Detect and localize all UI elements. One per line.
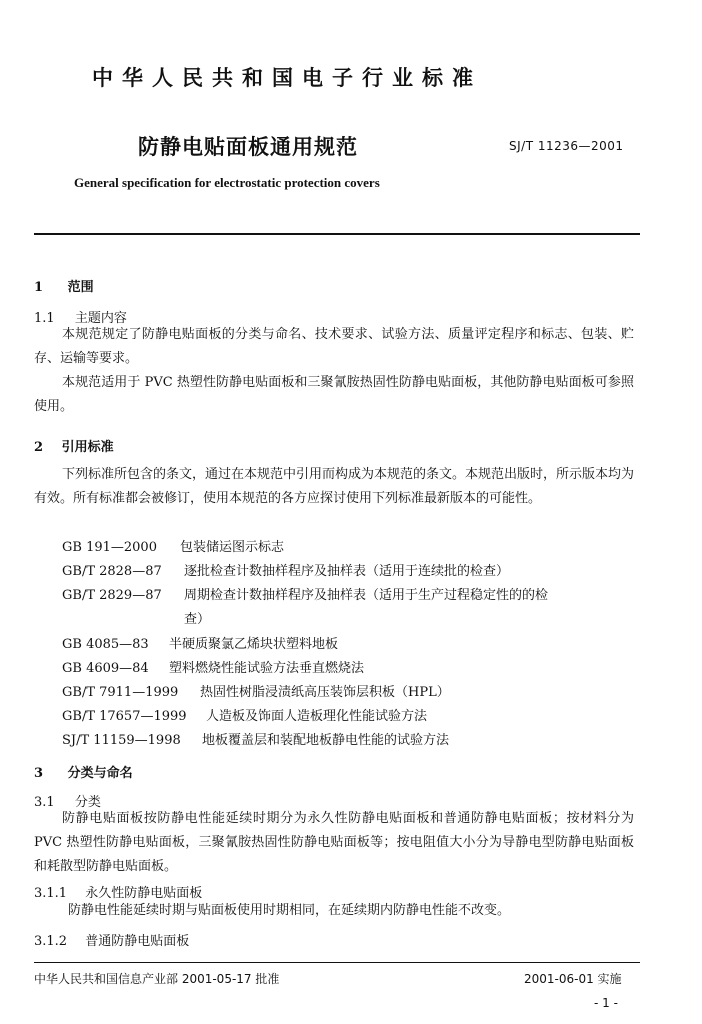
section-number: 2 bbox=[34, 440, 44, 455]
reference-title: 周期检查计数抽样程序及抽样表（适用于生产过程稳定性的的检 bbox=[184, 588, 549, 603]
reference-title: 包装储运图示标志 bbox=[180, 540, 285, 555]
section-title: 分类 bbox=[74, 795, 101, 810]
reference-item bbox=[62, 633, 338, 652]
reference-title: 地板覆盖层和装配地板静电性能的试验方法 bbox=[202, 733, 450, 748]
effective-date: 2001-06-01 实施 bbox=[524, 972, 622, 986]
standard-category-header: 中华人民共和国电子行业标准 bbox=[92, 65, 482, 90]
reference-code: SJ/T 11159—1998 bbox=[62, 733, 181, 748]
reference-code: GB/T 17657—1999 bbox=[62, 709, 187, 724]
reference-title: 逐批检查计数抽样程序及抽样表（适用于连续批的检查） bbox=[184, 564, 510, 579]
section-number: 1 bbox=[34, 280, 44, 295]
reference-code: GB 4085—83 bbox=[62, 637, 149, 652]
section-3-1-2-heading bbox=[34, 930, 189, 949]
reference-title-continuation: 查） bbox=[184, 612, 211, 627]
section-title: 普通防静电贴面板 bbox=[85, 934, 190, 949]
section-number: 3.1 bbox=[34, 795, 55, 810]
paragraph: 防静电性能延续时期与贴面板使用时期相同，在延续期内防静电性能不改变。 bbox=[68, 903, 511, 918]
reference-title: 半硬质聚氯乙烯块状塑料地板 bbox=[169, 637, 339, 652]
page-number: - 1 - bbox=[594, 996, 618, 1010]
standard-number: SJ/T 11236—2001 bbox=[509, 139, 624, 153]
reference-item bbox=[62, 584, 548, 603]
approval-info: 中华人民共和国信息产业部 2001-05-17 批准 bbox=[34, 972, 280, 986]
section-number: 3.1.2 bbox=[34, 934, 68, 949]
reference-item bbox=[62, 657, 364, 676]
reference-item bbox=[62, 729, 449, 748]
reference-item bbox=[62, 705, 427, 724]
section-title: 永久性防静电贴面板 bbox=[85, 886, 203, 901]
reference-title: 热固性树脂浸渍纸高压装饰层积板（HPL） bbox=[200, 685, 450, 700]
reference-code: GB/T 7911—1999 bbox=[62, 685, 179, 700]
english-title: General specification for electrostatic protection covers bbox=[74, 175, 380, 190]
section-title: 主题内容 bbox=[74, 311, 127, 326]
reference-item bbox=[62, 536, 284, 555]
section-1-heading bbox=[34, 276, 94, 295]
footer-rule bbox=[34, 962, 640, 963]
reference-item bbox=[62, 560, 509, 579]
reference-item bbox=[62, 681, 450, 700]
reference-code: GB/T 2828—87 bbox=[62, 564, 162, 579]
header-rule bbox=[34, 233, 640, 235]
paragraph: 本规范规定了防静电贴面板的分类与命名、技术要求、试验方法、质量评定程序和标志、包装、贮存、运输等要求。 bbox=[34, 327, 634, 366]
section-3-heading bbox=[34, 762, 133, 781]
section-title: 引用标准 bbox=[61, 440, 114, 455]
section-title: 范围 bbox=[67, 280, 94, 295]
reference-code: GB/T 2829—87 bbox=[62, 588, 162, 603]
section-2-heading bbox=[34, 436, 114, 455]
reference-title: 塑料燃烧性能试验方法垂直燃烧法 bbox=[169, 661, 365, 676]
section-number: 1.1 bbox=[34, 311, 55, 326]
paragraph: 下列标准所包含的条文，通过在本规范中引用而构成为本规范的条文。本规范出版时，所示版本均为有效。所有标准都会被修订，使用本规范的各方应探讨使用下列标准最新版本的可能性。 bbox=[34, 467, 635, 506]
section-number: 3 bbox=[34, 766, 44, 781]
section-title: 分类与命名 bbox=[67, 766, 133, 781]
paragraph: 本规范适用于 PVC 热塑性防静电贴面板和三聚氰胺热固性防静电贴面板，其他防静电贴面板可参照使用。 bbox=[34, 375, 634, 414]
reference-code: GB 191—2000 bbox=[62, 540, 157, 555]
reference-title: 人造板及饰面人造板理化性能试验方法 bbox=[206, 709, 428, 724]
reference-code: GB 4609—84 bbox=[62, 661, 149, 676]
section-number: 3.1.1 bbox=[34, 886, 68, 901]
document-title: 防静电贴面板通用规范 bbox=[138, 134, 358, 159]
paragraph: 防静电贴面板按防静电性能延续时期分为永久性防静电贴面板和普通防静电贴面板；按材料分为 PVC 热塑性防静电贴面板，三聚氰胺热固性防静电贴面板等；按电阻值大小分为导静电型防静电贴面板和耗散型防静电贴面板。 bbox=[34, 811, 634, 874]
